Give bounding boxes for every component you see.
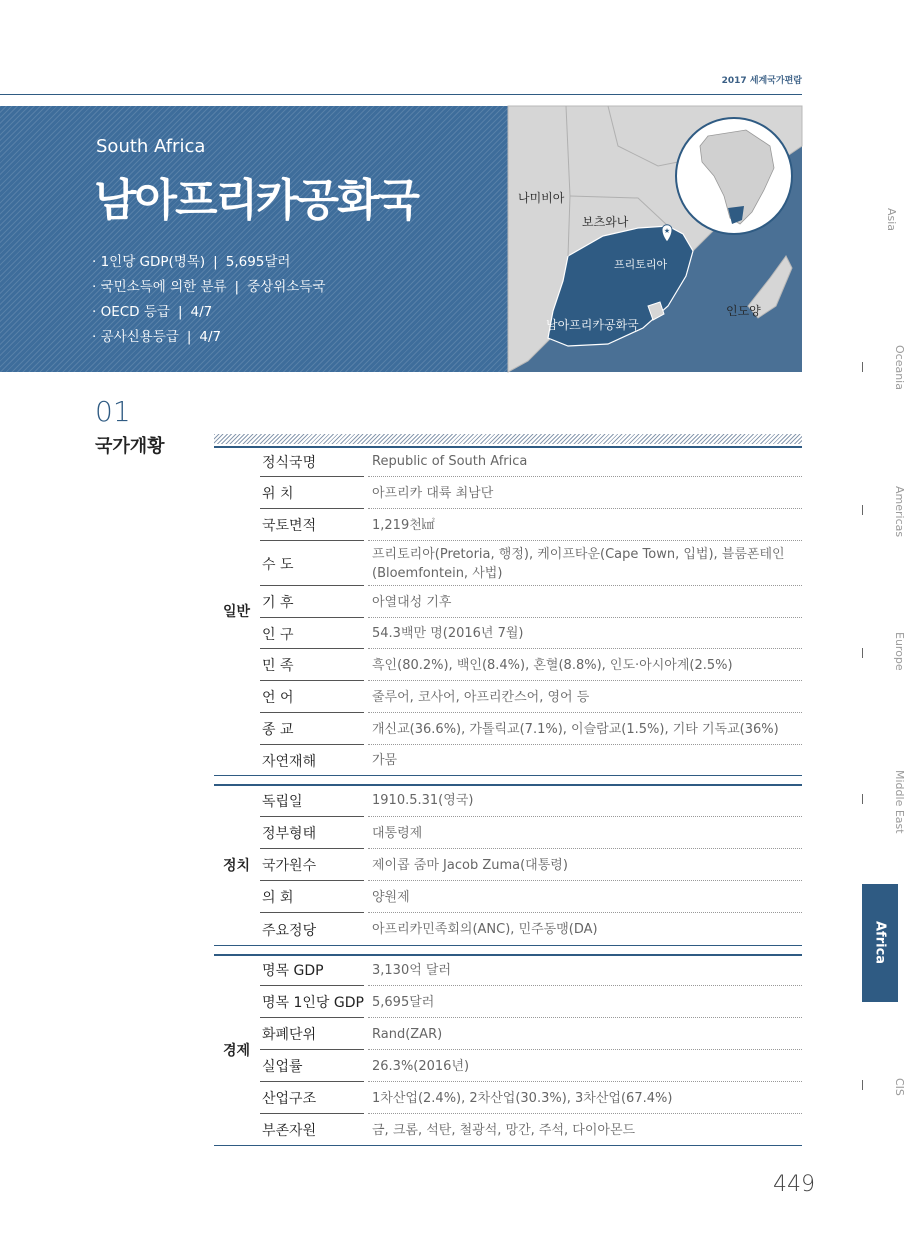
info-row [260,1050,802,1082]
row-value: 1차산업(2.4%), 2차산업(30.3%), 3차산업(67.4%) [372,1090,673,1106]
category-label: 정치 [222,858,251,874]
info-row [260,745,802,776]
row-key: 산업구조 [262,1091,317,1107]
row-key: 위 치 [262,486,294,502]
info-row [260,913,802,946]
category-label: 일반 [222,604,251,620]
info-row [260,1082,802,1114]
side-tick [862,505,863,515]
map-svg [508,106,802,372]
row-value: 금, 크롬, 석탄, 철광석, 망간, 주석, 다이아몬드 [372,1122,636,1138]
row-key: 기 후 [262,595,294,611]
key-fact-separator: | [186,329,192,345]
row-key: 주요정당 [262,922,317,939]
map-label-namibia: 나미비아 [518,191,565,205]
key-fact [92,325,325,350]
group-economy [214,954,802,1146]
category-label: 경제 [222,1043,251,1059]
row-key: 정부형태 [262,826,317,842]
key-fact-value: 4/7 [190,304,213,320]
row-key: 의 회 [262,890,294,906]
group-politics [214,784,802,946]
row-key: 화폐단위 [262,1027,317,1043]
map-label-south-africa: 남아프리카공화국 [546,318,639,332]
side-tab-americas[interactable]: Americas [893,486,906,538]
key-fact [92,250,325,275]
row-key: 국토면적 [262,518,317,534]
key-facts-list [92,250,325,350]
row-value: 가뭄 [372,753,398,768]
side-tab-middle-east[interactable]: Middle East [893,770,906,834]
info-row [260,784,802,817]
row-key: 자연재해 [262,753,317,770]
group-bottom-rule [214,945,802,946]
row-key: 종 교 [262,722,294,738]
location-map [508,106,802,372]
header-rule [0,94,802,95]
side-tab-oceania[interactable]: Oceania [893,345,906,390]
key-fact-value: 5,695달러 [225,254,291,270]
info-row [260,649,802,681]
group-bottom-rule [214,775,802,776]
side-tick [862,794,863,804]
row-key: 독립일 [262,793,303,810]
row-value: 프리토리아(Pretoria, 행정), 케이프타운(Cape Town, 입법), 블룸폰테인(Bloemfontein, 사법) [372,546,785,581]
info-row [260,849,802,881]
row-value: 3,130억 달러 [372,962,452,978]
key-fact-label: · 국민소득에 의한 분류 [92,279,227,295]
row-value: 흑인(80.2%), 백인(8.4%), 혼혈(8.8%), 인도·아시아계(2.5%) [372,657,733,673]
row-value: 5,695달러 [372,994,435,1010]
info-row [260,446,802,477]
region-side-nav [862,0,906,1240]
info-row [260,1114,802,1146]
info-row [260,681,802,713]
key-fact-label: · 공사신용등급 [92,329,179,345]
info-row [260,477,802,509]
row-value: 26.3%(2016년) [372,1058,470,1074]
row-value: 1,219천㎢ [372,517,435,533]
country-english-name: South Africa [96,136,206,157]
key-fact-label: · 1인당 GDP(명목) [92,254,206,270]
side-tick [862,648,863,658]
key-fact-value: 중상위소득국 [247,279,326,295]
row-value: 양원제 [372,889,410,905]
row-key: 명목 GDP [262,963,324,979]
row-key: 인 구 [262,626,294,643]
row-value: 개신교(36.6%), 가톨릭교(7.1%), 이슬람교(1.5%), 기타 기독교(36%) [372,721,779,737]
key-fact [92,275,325,300]
row-key: 실업률 [262,1059,303,1075]
map-label-indian-ocean: 인도양 [726,304,761,318]
side-tab-africa-label: Africa [872,921,888,965]
info-row [260,954,802,986]
key-fact-separator: | [177,304,183,320]
key-fact [92,300,325,325]
info-row [260,541,802,586]
info-row [260,586,802,618]
side-tab-asia[interactable]: Asia [885,208,898,232]
info-row [260,509,802,541]
section-title: 국가개황 [95,436,165,457]
key-fact-separator: | [213,254,218,270]
info-row [260,881,802,913]
map-label-botswana: 보츠와나 [582,215,629,229]
side-tab-europe[interactable]: Europe [893,632,906,671]
section-number: 01 [95,395,131,428]
header-title: 2017 세계국가편람 [721,76,802,86]
key-fact-separator: | [234,279,240,295]
info-row [260,1018,802,1050]
key-fact-value: 4/7 [199,329,222,345]
row-key: 수 도 [262,556,294,573]
row-value: 아프리카 대륙 최남단 [372,485,494,501]
star-icon: ★ [663,227,671,235]
row-value: 아프리카민족회의(ANC), 민주동맹(DA) [372,922,598,937]
table-top-hatch [214,434,802,444]
page-number: 449 [773,1172,815,1197]
side-tick [862,362,863,372]
side-tab-africa[interactable] [862,884,898,1002]
row-key: 언 어 [262,690,294,706]
row-value: 1910.5.31(영국) [372,793,474,808]
country-korean-name: 남아프리카공화국 [94,175,419,226]
row-key: 민 족 [262,658,294,674]
row-key: 정식국명 [262,454,317,471]
country-hero [0,106,508,372]
map-label-pretoria: 프리토리아 [614,258,668,271]
row-value: 줄루어, 코사어, 아프리칸스어, 영어 등 [372,689,590,705]
row-key: 부존자원 [262,1123,317,1139]
key-fact-label: · OECD 등급 [92,304,170,320]
info-row [260,986,802,1018]
row-value: 대통령제 [372,825,423,841]
group-general [214,446,802,776]
row-value: Republic of South Africa [372,454,528,469]
side-tick [862,1080,863,1090]
row-key: 명목 1인당 GDP [262,995,364,1011]
group-bottom-rule [214,1145,802,1146]
row-value: 54.3백만 명(2016년 7월) [372,626,524,641]
side-tab-cis[interactable]: CIS [893,1078,906,1096]
row-key: 국가원수 [262,858,317,874]
info-row [260,713,802,745]
info-row [260,817,802,849]
row-value: 제이콥 줌마 Jacob Zuma(대통령) [372,857,568,873]
info-row [260,618,802,649]
row-value: 아열대성 기후 [372,594,452,610]
row-value: Rand(ZAR) [372,1026,443,1042]
